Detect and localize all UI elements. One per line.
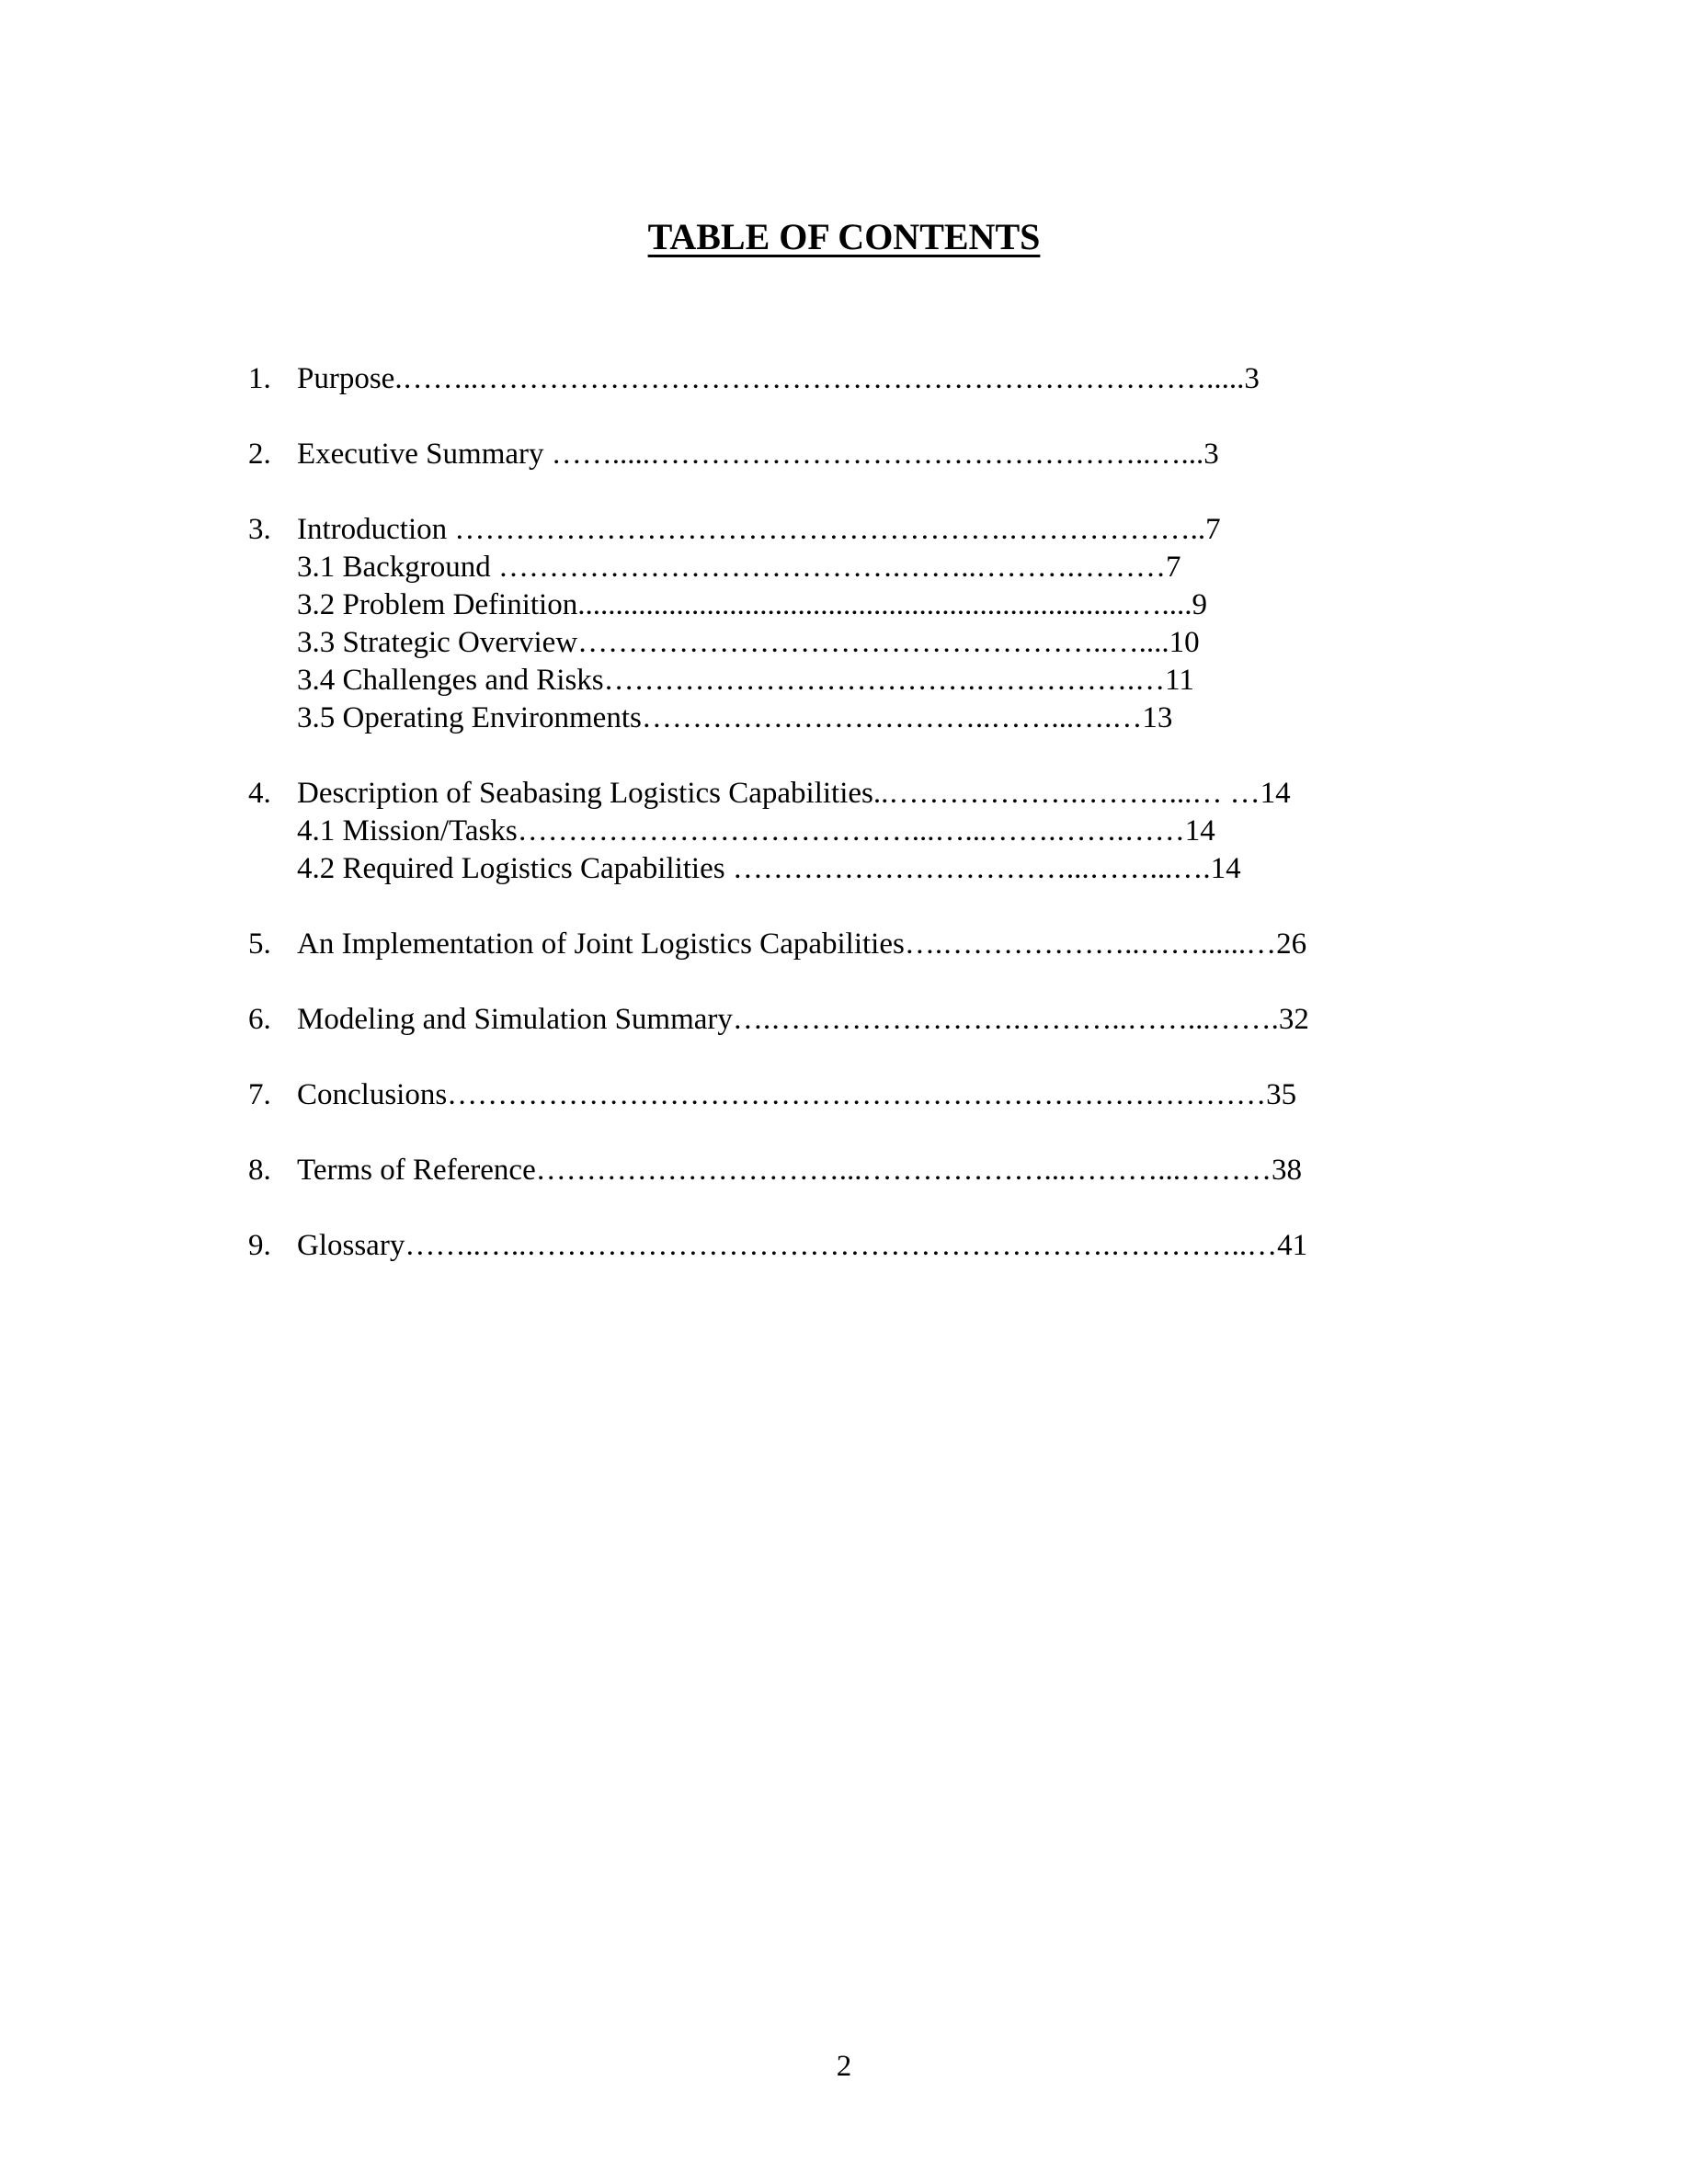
toc-entry-terms-of-reference[interactable] [248,1152,1388,1189]
toc-entry-number: 6. [248,1003,271,1036]
toc-entry-joint-logistics-implementation[interactable] [248,926,1388,963]
toc-entry-label: Terms of Reference…………………………...………………...………...………38 [297,1154,1302,1187]
toc-entry-number: 3. [248,513,271,546]
toc-entry-label: Description of Seabasing Logistics Capabilities..……………….………...… …14 [297,777,1291,810]
toc-entry-label: Modeling and Simulation Summary….…………………….………..……...…….32 [297,1003,1309,1036]
toc-entry-operating-environments[interactable] [248,700,1388,737]
toc-entry-background[interactable] [248,549,1388,586]
page-title: TABLE OF CONTENTS [647,216,1041,257]
toc-entry-modeling-and-simulation[interactable] [248,1001,1388,1039]
toc-entry-introduction[interactable] [248,511,1388,549]
toc-entry-number: 7. [248,1078,271,1111]
toc-entry-number: 4. [248,777,271,810]
toc-entry-label: Glossary……..…..………………………………………………….…………..…41 [297,1229,1308,1262]
toc-entry-challenges-and-risks[interactable] [248,662,1388,700]
toc-entry-number: 2. [248,438,271,471]
toc-entry-purpose[interactable] [248,360,1388,398]
toc-entry-label: 3.2 Problem Definition.........................................................................…....9 [297,588,1207,621]
toc-entry-label: Conclusions………………………………………………………………………35 [297,1078,1297,1111]
toc-entry-strategic-overview[interactable] [248,624,1388,662]
toc-entry-executive-summary[interactable] [248,436,1388,473]
toc-entry-label: 4.1 Mission/Tasks…………………………………...…...…….…….……14 [297,814,1215,847]
toc-entry-number: 8. [248,1154,271,1187]
toc-entry-number: 1. [248,362,271,395]
toc-entry-label: 3.4 Challenges and Risks……………………………….…………….…11 [297,664,1194,697]
toc-entry-problem-definition[interactable] [248,586,1388,624]
toc-entry-conclusions[interactable] [248,1076,1388,1114]
toc-entry-label: 3.5 Operating Environments……………………………..……...….…13 [297,701,1173,734]
page-number: 2 [836,2050,852,2083]
toc-entry-label: An Implementation of Joint Logistics Capabilities….………………..……......…26 [297,927,1307,961]
toc-entry-label: 4.2 Required Logistics Capabilities ……………………………...……...….14 [297,852,1241,885]
toc-entry-number: 9. [248,1229,271,1262]
toc-entry-mission-tasks[interactable] [248,813,1388,850]
toc-entry-glossary[interactable] [248,1227,1388,1265]
toc-entry-label: Purpose.……..……………………………………………………………….....3 [297,362,1260,395]
toc-entry-required-logistics-capabilities[interactable] [248,850,1388,888]
toc-entry-label: Introduction ……………………………………………….………………..7 [297,513,1221,546]
toc-entry-number: 5. [248,927,271,961]
toc-entry-seabasing-logistics-capabilities[interactable] [248,775,1388,813]
toc-entry-label: 3.1 Background ………………………………….……..……….………7 [297,551,1181,584]
toc-entry-label: Executive Summary …….....…………………………………………..…...3 [297,438,1219,471]
toc-entry-label: 3.3 Strategic Overview……………………………………………..…....10 [297,626,1200,659]
table-of-contents [248,360,1388,1265]
